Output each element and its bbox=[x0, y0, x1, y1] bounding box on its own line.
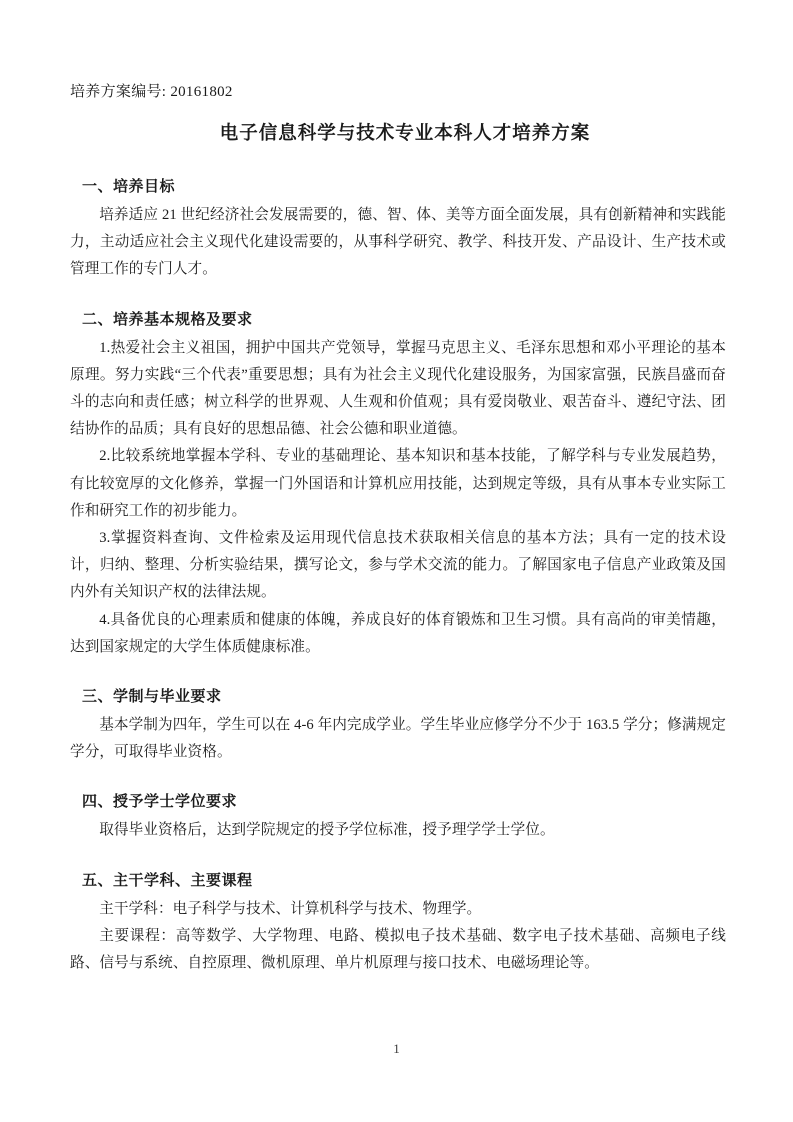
section-1 bbox=[70, 172, 726, 284]
section-paragraph: 3.掌握资料查询、文件检索及运用现代信息技术获取相关信息的基本方法；具有一定的技术设计，归纳、整理、分析实验结果，撰写论文，参与学术交流的能力。了解国家电子信息产业政策及国内外有关知识产权的法律法规。 bbox=[70, 530, 726, 601]
footer-page-number: 1 bbox=[393, 1041, 400, 1056]
section-heading: 五、主干学科、主要课程 bbox=[82, 870, 253, 889]
section-3 bbox=[70, 682, 726, 766]
document-content bbox=[70, 78, 726, 977]
section-gap bbox=[70, 766, 726, 787]
section-paragraph: 4.具备优良的心理素质和健康的体魄，养成良好的体育锻炼和卫生习惯。具有高尚的审美情趣，达到国家规定的大学生体质健康标准。 bbox=[70, 611, 726, 655]
page-title: 电子信息科学与技术专业本科人才培养方案 bbox=[219, 123, 591, 144]
section-gap bbox=[70, 284, 726, 305]
section-paragraph: 2.比较系统地掌握本学科、专业的基础理论、基本知识和基本技能，了解学科与专业发展趋势，有比较宽厚的文化修养，掌握一门外国语和计算机应用技能，达到规定等级，具有从事本专业实际工作和研究工作的初步能力。 bbox=[70, 448, 726, 519]
document-number-line: 培养方案编号: 20161802 bbox=[70, 84, 233, 100]
section-heading: 三、学制与毕业要求 bbox=[82, 687, 222, 706]
section-2 bbox=[70, 305, 726, 661]
section-heading: 四、授予学士学位要求 bbox=[82, 792, 238, 811]
section-paragraph: 基本学制为四年，学生可以在 4-6 年内完成学业。学生毕业应修学分不少于 163.5 学分；修满规定学分，可取得毕业资格。 bbox=[70, 717, 726, 761]
section-paragraph: 主要课程：高等数学、大学物理、电路、模拟电子技术基础、数字电子技术基础、高频电子线路、信号与系统、自控原理、微机原理、单片机原理与接口技术、电磁场理论等。 bbox=[70, 927, 726, 972]
section-paragraph: 取得毕业资格后，达到学院规定的授予学位标准，授予理学学士学位。 bbox=[99, 822, 555, 839]
sections-container bbox=[70, 172, 726, 977]
section-heading: 一、培养目标 bbox=[82, 177, 176, 195]
section-paragraph: 培养适应 21 世纪经济社会发展需要的，德、智、体、美等方面全面发展，具有创新精神和实践能力，主动适应社会主义现代化建设需要的，从事科学研究、教学、科技开发、产品设计、生产技术或管理工作的专门人才。 bbox=[70, 207, 726, 278]
section-heading: 二、培养基本规格及要求 bbox=[82, 309, 253, 328]
section-paragraph: 主干学科：电子科学与技术、计算机科学与技术、物理学。 bbox=[99, 900, 482, 917]
section-gap bbox=[70, 661, 726, 682]
section-gap bbox=[70, 845, 726, 866]
section-4 bbox=[70, 787, 726, 844]
section-paragraph: 1.热爱社会主义祖国，拥护中国共产党领导，掌握马克思主义、毛泽东思想和邓小平理论的基本原理。努力实践“三个代表”重要思想；具有为社会主义现代化建设服务，为国家富强，民族昌盛而奋斗的志向和责任感；树立科学的世界观、人生观和价值观；具有爱岗敬业、艰苦奋斗、遵纪守法、团结协作的品质；具有良好的思想品德、社会公德和职业道德。 bbox=[70, 339, 726, 438]
section-5 bbox=[70, 866, 726, 978]
